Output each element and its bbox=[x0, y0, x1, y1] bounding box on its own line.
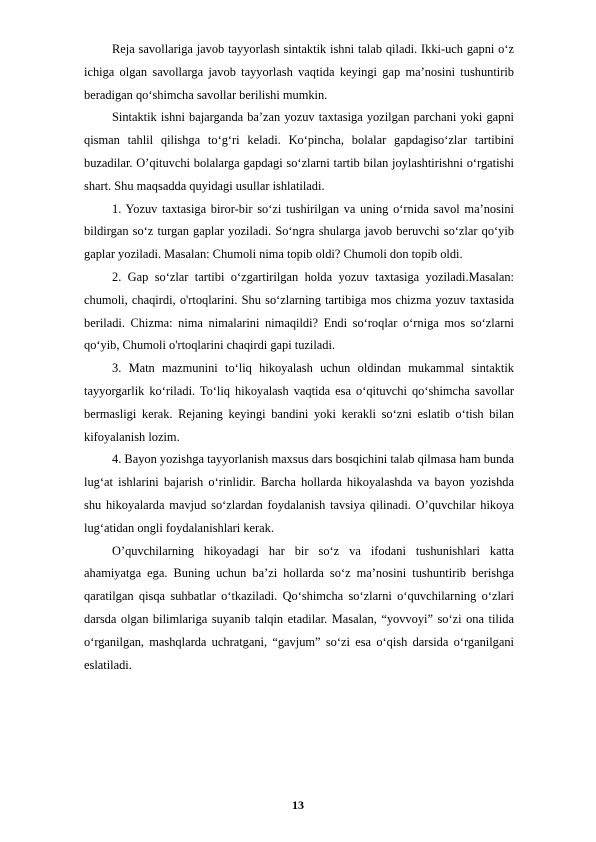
paragraph-3: 1. Yozuv taxtasiga biror-bir so‘zi tushirilgan va uning o‘rnida savol ma’nosini bildirgan so‘z turgan gaplar yoziladi. So‘ngra shularga javob beruvchi so‘zlar qo‘yib gaplar yoziladi. Masalan: Chumoli nima topib oldi? Chumoli don topib oldi. bbox=[84, 201, 514, 262]
paragraph-7: O’quvchilarning hikoyadagi har bir so‘z va ifodani tushunishlari katta ahamiyatga ega. Buning uchun ba’zi hollarda so‘z ma’nosini tushuntirib berishga qaratilgan qisqa suhbatlar o‘tkaziladi. Qo‘shimcha so‘zlarni o‘quvchilarning o‘zlari darsda olgan bilimlariga suyanib talqin etadilar. Masalan, “yovvoyi” so‘zi ona tilida o‘rganilgan, mashqlarda uchratgani, “gavjum” so‘zi esa o‘qish darsida o‘rganilgani eslatiladi. bbox=[84, 543, 514, 672]
paragraph-4: 2. Gap so‘zlar tartibi o‘zgartirilgan holda yozuv taxtasiga yoziladi.Masalan: chumoli, chaqirdi, o'rtoqlarini. Shu so‘zlarning tartibiga mos chizma yozuv taxtasida beriladi. Chizma: nima nimalarini nimaqildi? Endi so‘roqlar o‘rniga mos so‘zlarni qo‘yib, Chumoli o'rtoqlarini chaqirdi gapi tuziladi. bbox=[84, 269, 514, 353]
paragraph-5: 3. Matn mazmunini to‘liq hikoyalash uchun oldindan mukammal sintaktik tayyorgarlik ko‘riladi. To‘liq hikoyalash vaqtida esa o‘qituvchi qo‘shimcha savollar bermasligi kerak. Rejaning keyingi bandini yoki kerakli so‘zni eslatib o‘tish bilan kifoyalanish lozim. bbox=[84, 361, 514, 444]
paragraph-6: 4. Bayon yozishga tayyorlanish maxsus dars bosqichini talab qilmasa ham bunda lug‘at ishlarini bajarish o‘rinlidir. Barcha hollarda hikoyalashda va bayon yozishda shu hikoyalarda mavjud so‘zlardan foydalanish tavsiya qilinadi. O’quvchilar hikoya lug‘atidan ongli foydalanishlari kerak. bbox=[84, 452, 514, 535]
page-number: 13 bbox=[292, 798, 304, 812]
page-body bbox=[84, 38, 514, 676]
paragraph-2: Sintaktik ishni bajarganda ba’zan yozuv taxtasiga yozilgan parchani yoki gapni qisman tahlil qilishga to‘g‘ri keladi. Ko‘pincha, bolalar gapdagiso‘zlar tartibini buzadilar. O’qituvchi bolalarga gapdagi so‘zlarni tartib bilan joylashtirishni o‘rgatishi shart. Shu maqsadda quyidagi usullar ishlatiladi. bbox=[84, 110, 514, 193]
paragraph-1: Reja savollariga javob tayyorlash sintaktik ishni talab qiladi. Ikki-uch gapni o‘z ichiga olgan savollarga javob tayyorlash vaqtida keyingi gap ma’nosini tushuntirib beradigan qo‘shimcha savollar berilishi mumkin. bbox=[84, 42, 514, 102]
